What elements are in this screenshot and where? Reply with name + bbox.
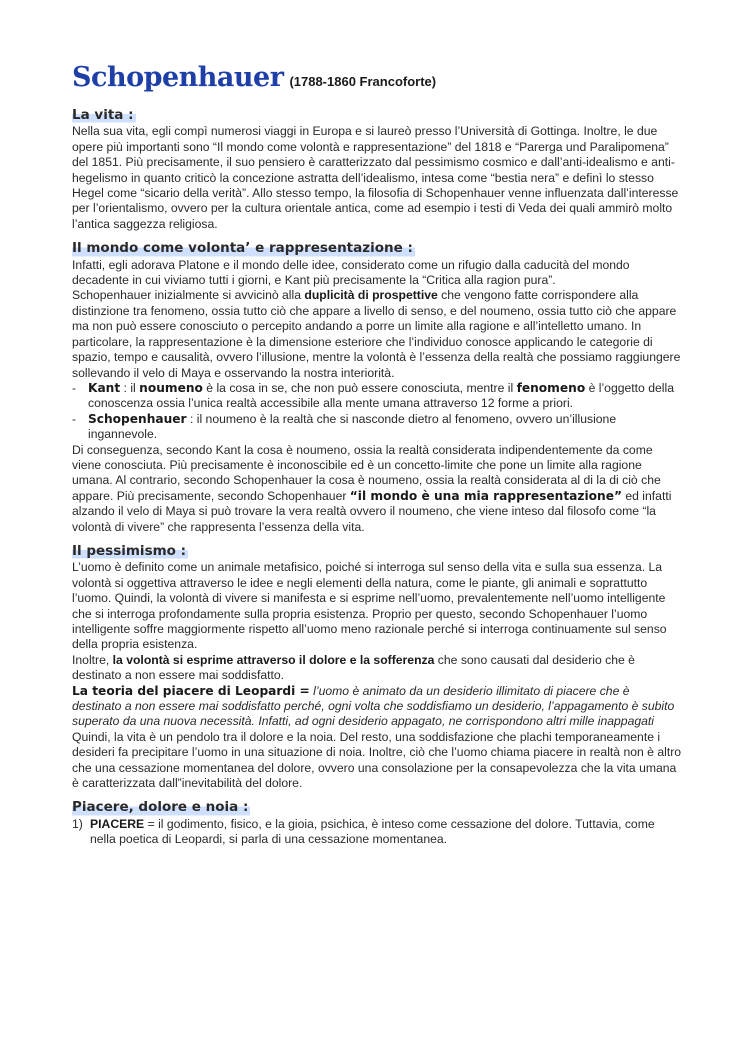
list-item-piacere <box>72 817 682 848</box>
list-number: 1) <box>72 816 83 831</box>
term-fenomeno: fenomeno <box>516 380 586 395</box>
text-run: che vengono fatte corrispondere alla distinzione tra fenomeno, ossia tutto ciò che appare a livello di senso, e del noumeno, ossia tutto ciò che appare ma non può essere conosciuto o percepito andando a porre un limite alla ragione e all’intelletto umano. In particolare, la rappresentazione è la dimensione esteriore che l’individuo conosce applicando le categorie di spazio, tempo e causalità, ovvero l’illusione, mentre la volontà è l’essenza della realtà che possiamo raggiungere sollevando il velo di Maya e osservando la nostra interiorità. <box>72 288 681 380</box>
paragraph-vita: Nella sua vita, egli compì numerosi viaggi in Europa e si laureò presso l’Università di Gottinga. Inoltre, le due opere più importanti sono “Il mondo come volontà e rappresentazione” del 1818 e “Parerga und Paralipomena” del 1851. Più precisamente, il suo pensiero è caratterizzato dal pessimismo cosmico e dall’anti-idealismo e anti-hegelismo in quanto criticò la concezione astratta dell’idealismo, intesa come “bestia nera” e definì lo stesso Hegel come “sicario della verità”. Allo stesso tempo, la filosofia di Schopenhauer venne influenzata dall’interesse per l’orientalismo, ovvero per la cultura orientale antica, come ad esempio i testi di Veda dei quali ammirò molto l’antica saggezza religiosa. <box>72 124 679 231</box>
paragraph-leopardi <box>72 684 682 730</box>
italic-text: l’uomo è animato da un desiderio illimitato di piacere che è destinato a non essere mai soddisfatto perché, ogni volta che soddisfiamo un desiderio, l’appagamento è subito superato da una nuova necessità. Infatti, ad ogni desiderio appagato, ne corrispondono altri mille inappagati <box>72 683 675 729</box>
page-title: Schopenhauer <box>72 62 284 93</box>
page-subtitle: (1788-1860 Francoforte) <box>289 74 437 89</box>
title-row <box>72 62 682 108</box>
text-run: : il <box>120 380 140 395</box>
text-run: che sono causati dal desiderio che è destinato a non essere mai soddisfatto. <box>72 652 635 683</box>
text-run: Di conseguenza, secondo Kant la cosa è noumeno, ossia la realtà considerata indipendentemente da come viene conosciuta. Più precisamente è inconoscibile ed è un concetto-limite che pone un limite alla ragione umana. Al contrario, secondo Schopenhauer la cosa è noumeno, ossia la realtà considerata al di la di ciò che appare. Più precisamente, secondo Schopenhauer <box>72 442 661 503</box>
paragraph-mondo-3 <box>72 443 682 535</box>
term-kant: Kant <box>88 380 121 395</box>
bold-text: la volontà si esprime attraverso il dolore e la sofferenza <box>112 652 435 667</box>
paragraph-mondo-1: Infatti, egli adorava Platone e il mondo delle idee, considerato come un rifugio dalla caducità del mondo decadente in cui viviamo tutti i giorni, e Kant più precisamente la “Critica alla ragion pura”. <box>72 257 630 288</box>
paragraph-pessimismo-1: L’uomo è definito come un animale metafisico, poiché si interroga sul senso della vita e sulla sua essenza. La volontà si oggettiva attraverso le idee e negli elementi della natura, come le piante, gli animali e soprattutto l’uomo. Quindi, la volontà di vivere si manifesta e si esprime nell’uomo, prevalentemente nell’uomo intelligente che si interroga profondamente sulla propria esistenza. Proprio per questo, secondo Schopenhauer l’uomo intelligente soffre maggiormente rispetto all’uomo meno razionale perché si interroga continuamente sul senso della propria esistenza. <box>72 560 667 652</box>
heading-mondo: Il mondo come volonta’ e rappresentazione : <box>72 240 413 257</box>
term-schopenhauer: Schopenhauer <box>88 411 187 426</box>
term-leopardi: La teoria del piacere di Leopardi = <box>72 683 310 698</box>
bullet-text <box>88 412 682 443</box>
term-piacere: PIACERE <box>90 816 145 831</box>
text-run: = il godimento, fisico, e la gioia, psichica, è inteso come cessazione del dolore. Tuttavia, come nella poetica di Leopardi, si parla di una cessazione momentanea. <box>90 816 655 847</box>
term-noumeno: noumeno <box>139 380 203 395</box>
text-run: : il noumeno è la realtà che si nasconde dietro al fenomeno, ovvero un’illusione ingannevole. <box>88 411 617 442</box>
text-run: è la cosa in se, che non può essere conosciuta, mentre il <box>202 380 517 395</box>
paragraph-mondo-2 <box>72 288 682 380</box>
bold-text: duplicità di prospettive <box>304 288 438 303</box>
paragraph-pessimismo-4: Quindi, la vita è un pendolo tra il dolore e la noia. Del resto, una soddisfazione che plachi temporaneamente i desideri fa precipitare l’uomo in una situazione di noia. Inoltre, ciò che l’uomo chiama piacere in realtà non è altro che una cessazione momentanea del dolore, ovvero una consolazione per la consapevolezza che la vita umana è caratterizzata dall”inevitabilità del dolore. <box>72 729 682 791</box>
text-run: Schopenhauer inizialmente si avvicinò alla <box>72 288 305 303</box>
bullet-dash: - <box>72 411 77 426</box>
heading-vita: La vita : <box>72 107 134 123</box>
list-item-kant <box>72 381 682 412</box>
paragraph-pessimismo-2 <box>72 653 682 684</box>
text-run: Inoltre, <box>72 652 113 667</box>
bullet-dash: - <box>72 380 77 395</box>
bullet-text <box>88 381 682 412</box>
text-run: è l’oggetto della conoscenza ossia l’unica realtà accessibile alla mente umana attraverso 12 forme a priori. <box>88 380 674 411</box>
quote-rappresentazione: “il mondo è una mia rappresentazione” <box>349 488 622 503</box>
heading-piacere: Piacere, dolore e noia : <box>72 799 249 816</box>
text-run: ed infatti alzando il velo di Maya si può trovare la vera realtà ovvero il noumeno, che viene inteso dal filosofo come “la volontà di vivere” che rappresenta l’essenza della vita. <box>72 488 672 534</box>
document-page <box>72 62 682 848</box>
heading-pessimismo: Il pessimismo : <box>72 542 187 559</box>
list-text <box>90 817 682 848</box>
list-item-schopenhauer <box>72 412 682 443</box>
